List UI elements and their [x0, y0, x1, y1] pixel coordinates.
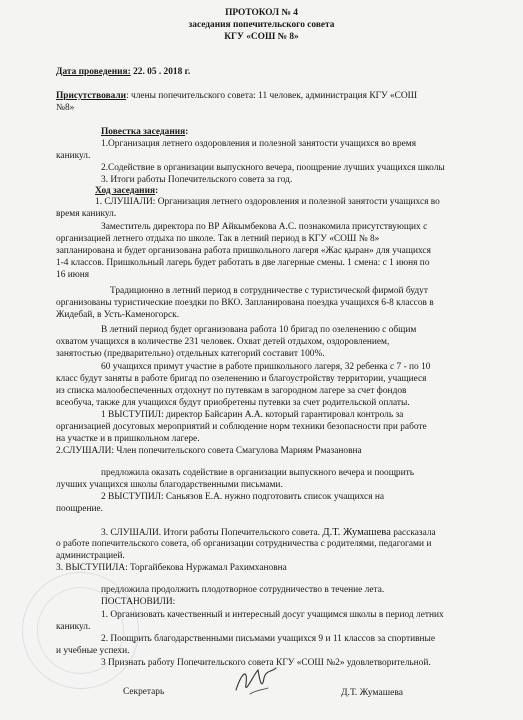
text-line: предложила оказать содействие в организации выпускного вечера и поощрить: [101, 468, 415, 478]
agenda-item: 2.Содействие в организации выпускного вечера, поощрение лучших учащихся школы: [101, 163, 445, 173]
text-line: всеобуча, также для учащихся будут приобретены путевки за счет родительской оплаты.: [56, 398, 410, 408]
agenda-item: 1.Организация летнего оздоровления и полезной занятости учащихся во время: [101, 139, 417, 149]
text-line: Жидебай, в Усть-Каменогорск.: [56, 310, 180, 320]
text-line: 1. Организовать качественный и интересный досуг учащимся школы в период летних: [101, 610, 444, 620]
text-line: 2.СЛУШАЛИ: Член попечительского совета Смагулова Мариям Рмазановна: [56, 446, 362, 456]
date-label: Дата проведения:: [56, 67, 131, 77]
text-line: 2 ВЫСТУПИЛ: Саньязов Е.А. нужно подготовить список учащихся на: [101, 492, 385, 502]
text-line: 1. СЛУШАЛИ: Организация летнего оздоровления и полезной занятости учащихся во: [95, 197, 440, 207]
text-line: 16 июня: [56, 270, 90, 280]
agenda-item: 3. Итоги работы Попечительского совета за год.: [101, 175, 293, 185]
text-line: о работе попечительского совета, об организации сотрудничества с родителями, педагогами и: [56, 539, 432, 549]
text-line: предложила продолжить плодотворное сотрудничество в течение лета.: [101, 585, 385, 595]
handwritten-signature: [232, 660, 280, 702]
secretary-label: Секретарь: [123, 687, 165, 697]
text-line: Заместитель директора по ВР Айкымбекова А.С. познакомила присутствующих с: [101, 222, 428, 232]
doc-title: ПРОТОКОЛ № 4: [225, 8, 298, 18]
date-value: 22. 05 . 2018 г.: [133, 67, 191, 77]
present-label: Присутствовали: [56, 91, 127, 101]
text-line: 2. Поощрить благодарственными письмами учащихся 9 и 11 классов за спортивные: [101, 634, 436, 644]
text-line: организованы туристические поездки по ВКО. Запланирована поездка учащихся 6-8 классов в: [56, 298, 434, 308]
text-line: администрацией.: [56, 551, 125, 561]
text-line: занятостью (предварительно) отдельных категорий составит 100%.: [56, 349, 325, 359]
speaker-name: Д.Т. Жумашева: [322, 527, 391, 538]
text-line: 3. ВЫСТУПИЛА: Торгайбекова Нуржамал Рахимхановна: [56, 563, 287, 573]
text-line: ПОСТАНОВИЛИ:: [101, 597, 176, 607]
date-line: [56, 67, 190, 78]
text-line: Традиционно в летний период в сотрудничестве с туристической фирмой будут: [110, 286, 428, 296]
agenda-item: каникул.: [56, 151, 91, 161]
doc-subtitle: заседания попечительского совета: [188, 20, 335, 30]
text-line: организацией досуговых мероприятий и соблюдение норм техники безопасности при работе: [56, 422, 427, 432]
proceedings-heading: Ход заседания:: [95, 186, 159, 196]
text-line: В летний период будет организована работа 10 бригад по озеленению с общим: [101, 325, 417, 335]
text-line: запланирована и будет организована работа пришкольного лагеря «Жас қыран» для учащихся: [56, 246, 431, 256]
present-text: : члены попечительского совета: 11 человек, администрация КГУ «СОШ: [126, 91, 418, 101]
text-line: из списка малообеспеченных отдохнут по путевкам в загородном лагере за счет фондов: [56, 386, 407, 396]
text-line: 60 учащихся примут участие в работе пришкольного лагеря, 32 ребенка с 7 - по 10: [101, 362, 431, 372]
doc-org: КГУ «СОШ № 8»: [224, 32, 299, 42]
text-line: время каникул.: [56, 209, 117, 219]
text-line: 3. СЛУШАЛИ. Итоги работы Попечительского совета. Д.Т. Жумашева рассказала: [101, 527, 436, 538]
text-line: лучших учащихся школы благодарственными письмами.: [56, 480, 283, 490]
text-line: каникул.: [56, 622, 91, 632]
text-line: и учебные успехи.: [56, 646, 130, 656]
text-line: организацией летнего отдыха по школе. Так в летний период в КГУ «СОШ № 8»: [56, 234, 380, 244]
present-line: [56, 91, 417, 102]
text-line: на участке и в пришкольном лагере.: [56, 434, 200, 444]
text-line: 3 Признать работу Попечительского совета КГУ «СОШ №2» удовлетворительной.: [101, 658, 431, 668]
text-line: класс будут заняты в работе бригад по озеленению и благоустройству территории, учащиеся: [56, 374, 427, 384]
present-line-2: №8»: [56, 103, 75, 113]
text-line: 1 ВЫСТУПИЛ: директор Байсарин А.А. который гарантировал контроль за: [101, 410, 404, 420]
agenda-heading: Повестка заседания:: [101, 127, 189, 137]
text-line: охватом учащихся в количестве 231 человек. Охват детей отдыхом, оздоровлением,: [56, 337, 390, 347]
text-line: поощрение.: [56, 504, 103, 514]
text-line: 1-4 классов. Пришкольный лагерь будет работать в две лагерные смены. 1 смена: с 1 июня по: [56, 258, 430, 268]
secretary-name: Д.Т. Жумашева: [341, 687, 404, 698]
